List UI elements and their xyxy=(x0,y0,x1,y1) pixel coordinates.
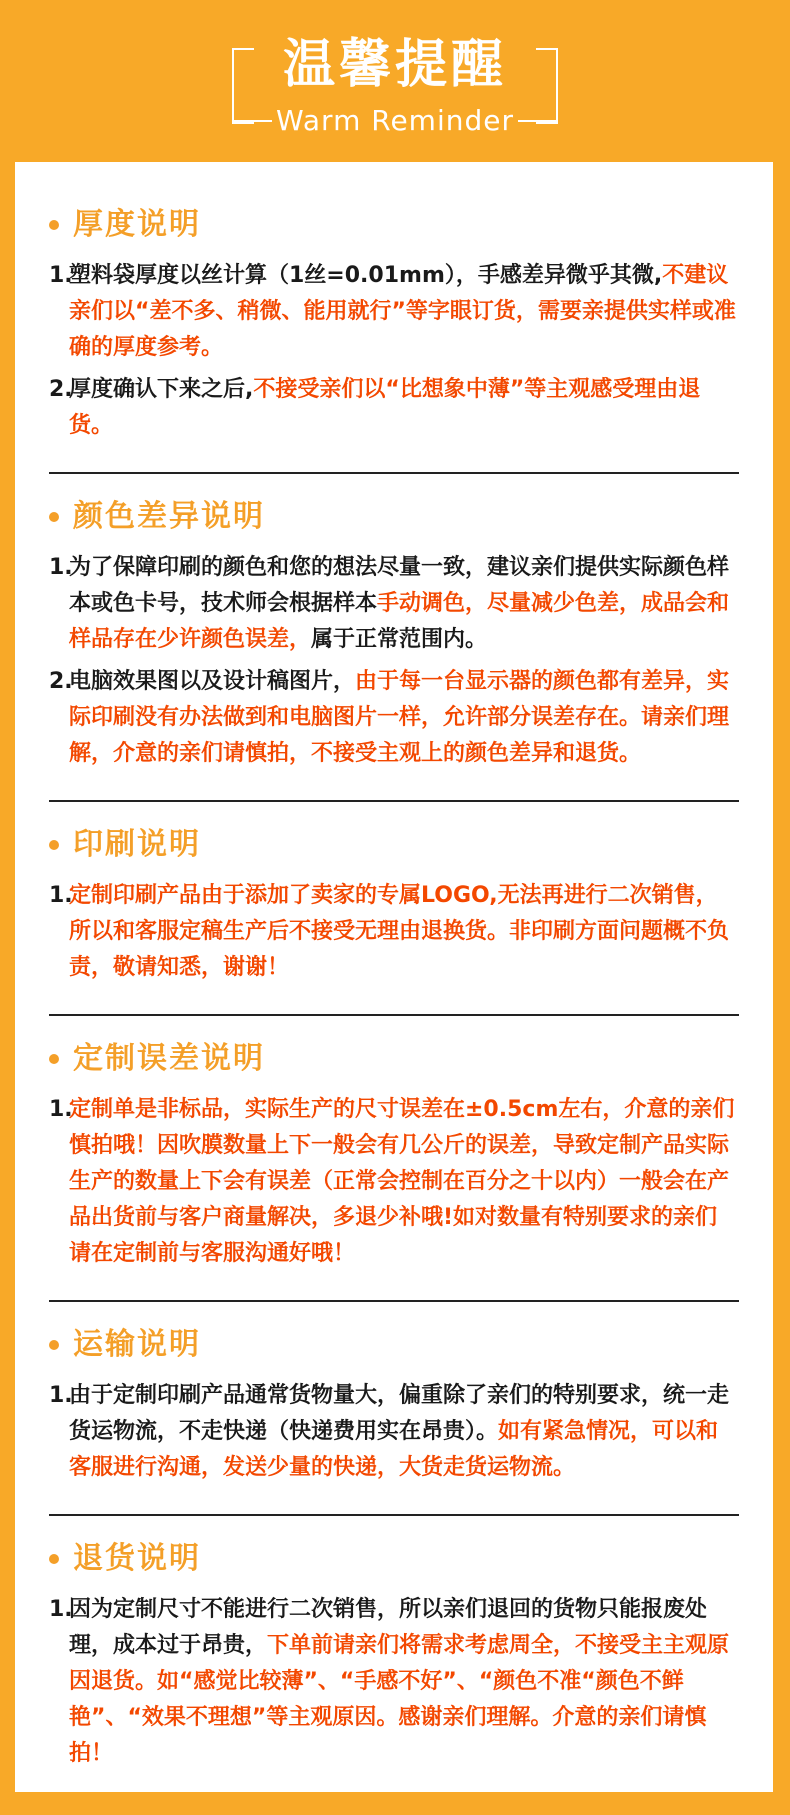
body-text: 塑料袋厚度以丝计算（1丝=0.01mm），手感差异微乎其微, xyxy=(69,263,663,288)
body-text: 电脑效果图以及设计稿图片， xyxy=(69,669,356,694)
notice-card xyxy=(15,162,773,1792)
section-divider xyxy=(49,1014,739,1016)
highlight-text: 由于每一台显示器的颜色都有差异，实际印刷没有办法做到和电脑图片一样，允许部分误差存在。请亲们理解，介意的亲们请慎拍，不接受主观上的颜色差异和退货。 xyxy=(69,669,730,766)
section-heading xyxy=(49,1327,739,1362)
section-items xyxy=(49,878,739,986)
section-divider xyxy=(49,1514,739,1516)
section-title: 印刷说明 xyxy=(73,827,201,862)
item-text xyxy=(69,1378,739,1486)
section-items xyxy=(49,258,739,444)
item-text xyxy=(69,664,739,772)
item-number: 1. xyxy=(49,1383,73,1408)
highlight-text: 不建议亲们以“差不多、稍微、能用就行”等字眼订货，需要亲提供实样或准确的厚度参考。 xyxy=(69,263,736,360)
notice-item xyxy=(49,664,739,772)
section-title: 颜色差异说明 xyxy=(73,499,265,534)
item-number: 2. xyxy=(49,377,73,402)
item-text xyxy=(69,1092,739,1272)
section-items xyxy=(49,550,739,772)
bullet-dot-icon xyxy=(49,1340,59,1350)
item-number: 2. xyxy=(49,669,73,694)
body-text: 为了保障印刷的颜色和您的想法尽量一致，建议亲们提供实际颜色样本或色卡号，技术师会根据样本 xyxy=(69,555,730,616)
section-divider xyxy=(49,800,739,802)
page-subtitle: Warm Reminder xyxy=(276,104,514,137)
section-title: 定制误差说明 xyxy=(73,1041,265,1076)
section-title: 厚度说明 xyxy=(73,207,201,242)
notice-section xyxy=(49,207,739,444)
section-title: 运输说明 xyxy=(73,1327,201,1362)
notice-item xyxy=(49,372,739,444)
section-title: 退货说明 xyxy=(73,1541,201,1576)
body-text: 厚度确认下来之后, xyxy=(69,377,254,402)
notice-section xyxy=(49,827,739,986)
section-heading xyxy=(49,499,739,534)
notice-section xyxy=(49,499,739,772)
page-title: 温馨提醒 xyxy=(282,35,507,95)
highlight-text: 下单前请亲们将需求考虑周全，不接受主主观原因退货。如“感觉比较薄”、“手感不好”、“颜色不准“颜色不鲜艳”、“效果不理想”等主观原因。感谢亲们理解。介意的亲们请慎拍！ xyxy=(69,1633,730,1766)
item-text xyxy=(69,550,739,658)
highlight-text: 定制印刷产品由于添加了卖家的专属LOGO,无法再进行二次销售，所以和客服定稿生产后不接受无理由退换货。非印刷方面问题概不负责，敬请知悉，谢谢！ xyxy=(69,883,730,980)
header-banner xyxy=(0,0,790,162)
body-text: 因为定制尺寸不能进行二次销售，所以亲们退回的货物只能报废处理，成本过于昂贵， xyxy=(69,1597,708,1658)
item-text xyxy=(69,258,739,366)
notice-item xyxy=(49,1378,739,1486)
notice-item xyxy=(49,550,739,658)
bullet-dot-icon xyxy=(49,220,59,230)
item-number: 1. xyxy=(49,263,73,288)
item-text xyxy=(69,878,739,986)
section-heading xyxy=(49,1541,739,1576)
item-number: 1. xyxy=(49,1597,73,1622)
section-divider xyxy=(49,1300,739,1302)
notice-item xyxy=(49,878,739,986)
item-text xyxy=(69,372,739,444)
notice-item xyxy=(49,1092,739,1272)
body-text: 由于定制印刷产品通常货物量大，偏重除了亲们的特别要求，统一走货运物流，不走快递（快递费用实在昂贵）。 xyxy=(69,1383,730,1444)
item-number: 1. xyxy=(49,883,73,908)
item-number: 1. xyxy=(49,1097,73,1122)
highlight-text: 如有紧急情况，可以和客服进行沟通，发送少量的快递，大货走货运物流。 xyxy=(69,1419,719,1480)
section-heading xyxy=(49,207,739,242)
bullet-dot-icon xyxy=(49,512,59,522)
body-text: 属于正常范围内。 xyxy=(311,627,488,652)
item-number: 1. xyxy=(49,555,73,580)
notice-section xyxy=(49,1541,739,1772)
section-heading xyxy=(49,827,739,862)
section-list xyxy=(49,207,739,1772)
section-items xyxy=(49,1378,739,1486)
bullet-dot-icon xyxy=(49,1554,59,1564)
bullet-dot-icon xyxy=(49,840,59,850)
highlight-text: 定制单是非标品，实际生产的尺寸误差在±0.5cm左右，介意的亲们慎拍哦！因吹膜数量上下一般会有几公斤的误差，导致定制产品实际生产的数量上下会有误差（正常会控制在百分之十以内）一般会在产品出货前与客户商量解决，多退少补哦!如对数量有特别要求的亲们请在定制前与客服沟通好哦！ xyxy=(69,1097,735,1266)
section-divider xyxy=(49,472,739,474)
bullet-dot-icon xyxy=(49,1054,59,1064)
notice-section xyxy=(49,1327,739,1486)
highlight-text: 手动调色，尽量减少色差，成品会和样品存在少许颜色误差， xyxy=(69,591,730,652)
section-items xyxy=(49,1092,739,1272)
section-heading xyxy=(49,1041,739,1076)
section-items xyxy=(49,1592,739,1772)
highlight-text: 不接受亲们以“比想象中薄”等主观感受理由退货。 xyxy=(69,377,701,438)
notice-item xyxy=(49,1592,739,1772)
item-text xyxy=(69,1592,739,1772)
notice-item xyxy=(49,258,739,366)
notice-section xyxy=(49,1041,739,1272)
